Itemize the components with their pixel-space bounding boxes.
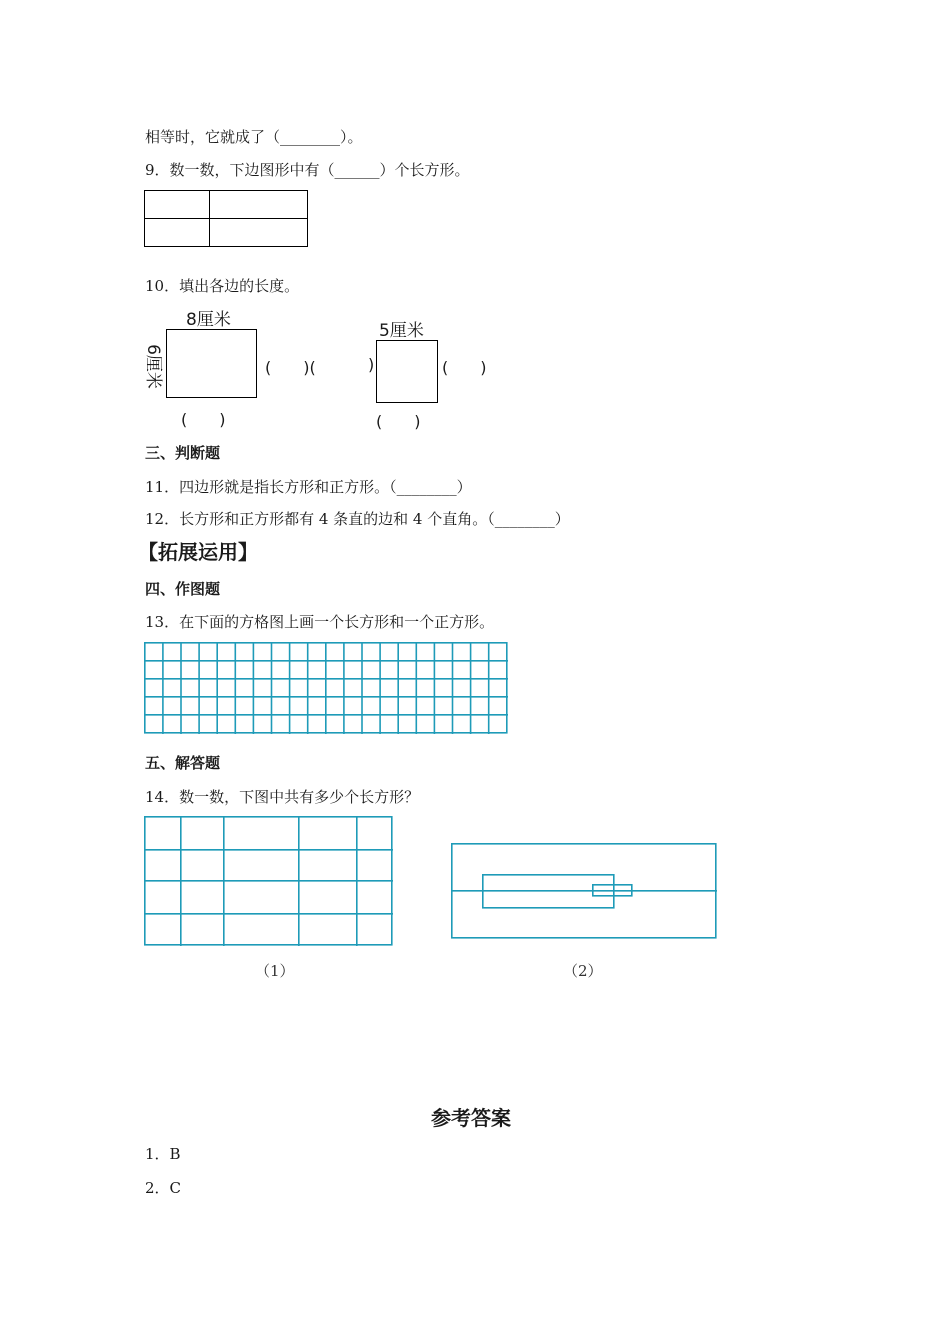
square-top-label: 5厘米 [379, 321, 424, 341]
fig-1-caption: （1） [255, 962, 295, 980]
square-left-paren: ) [368, 355, 375, 374]
question-9: 9．数一数，下边图形中有（______）个长方形。 [145, 161, 470, 179]
rect-right-paren: ( )( [265, 358, 316, 377]
rect-top-label: 8厘米 [186, 310, 231, 330]
rect-left-label: 6厘米 [142, 344, 163, 389]
q14-figure-2 [451, 843, 719, 941]
q9-figure [144, 190, 310, 250]
q13-grid [144, 642, 510, 736]
q14-figure-1 [144, 816, 396, 948]
section-4-heading: 四、作图题 [145, 580, 221, 598]
section-5-heading: 五、解答题 [145, 754, 221, 772]
answers-title: 参考答案 [431, 1106, 511, 1130]
q10-square [376, 340, 438, 403]
expand-heading: 【拓展运用】 [138, 540, 258, 564]
q10-rectangle [166, 329, 257, 398]
question-14: 14．数一数，下图中共有多少个长方形？ [145, 788, 420, 806]
question-11: 11．四边形就是指长方形和正方形。（________） [145, 478, 472, 496]
q8-tail-text: 相等时，它就成了（________）。 [145, 128, 363, 146]
rect-bottom-paren: ( ) [181, 410, 226, 429]
question-13: 13．在下面的方格图上画一个长方形和一个正方形。 [145, 613, 495, 631]
answer-2: 2．C [145, 1179, 182, 1197]
square-right-paren: ( ) [442, 358, 487, 377]
section-3-heading: 三、判断题 [145, 444, 221, 462]
square-bottom-paren: ( ) [376, 412, 421, 431]
fig-2-caption: （2） [563, 962, 603, 980]
question-12: 12．长方形和正方形都有 4 条直的边和 4 个直角。（________） [145, 510, 570, 528]
question-10: 10．填出各边的长度。 [145, 277, 300, 295]
answer-1: 1．B [145, 1145, 181, 1163]
